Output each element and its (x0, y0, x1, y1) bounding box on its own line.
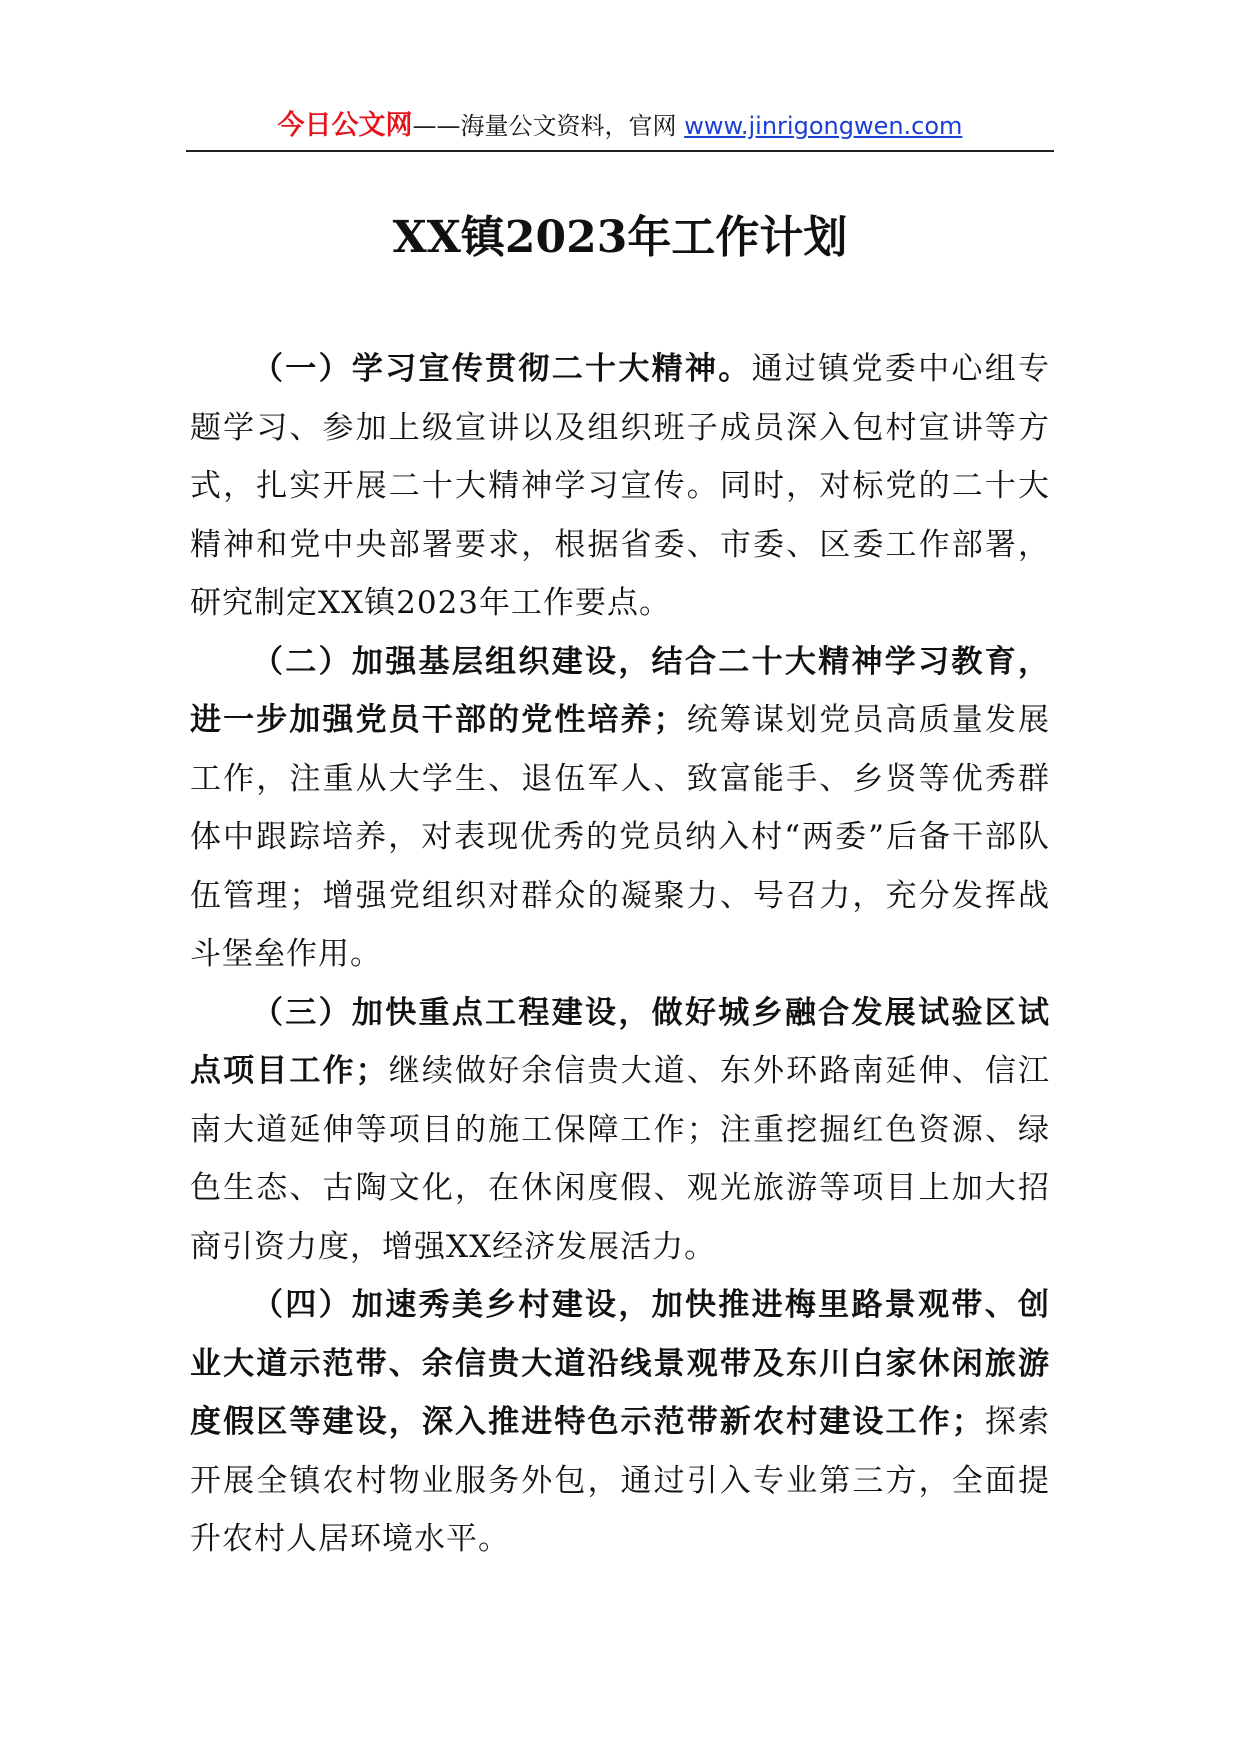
site-brand[interactable]: 今日公文网 (277, 110, 413, 141)
paragraph-1 (190, 340, 1050, 633)
site-url-link[interactable]: www.jinrigongwen.com (684, 112, 963, 140)
document-body (190, 340, 1050, 1569)
paragraph-3-lead: （三）加快重点工程建设，做好城乡融合发展试验区试点项目工作； (190, 994, 1050, 1089)
header-separator: —— (412, 112, 461, 140)
paragraph-2 (190, 633, 1050, 984)
site-header (186, 108, 1054, 152)
paragraph-3 (190, 984, 1050, 1277)
paragraph-1-body: 通过镇党委中心组专题学习、参加上级宣讲以及组织班子成员深入包村宣讲等方式，扎实开展二十大精神学习宣传。同时，对标党的二十大精神和党中央部署要求，根据省委、市委、区委工作部署，研究制定XX镇2023年工作要点。 (190, 351, 1051, 621)
paragraph-4-body: 探索开展全镇农村物业服务外包，通过引入专业第三方，全面提升农村人居环境水平。 (190, 1404, 1051, 1557)
paragraph-1-lead: （一）学习宣传贯彻二十大精神。 (252, 351, 752, 387)
paragraph-3-body: 继续做好余信贵大道、东外环路南延伸、信江南大道延伸等项目的施工保障工作；注重挖掘红色资源、绿色生态、古陶文化，在休闲度假、观光旅游等项目上加大招商引资力度，增强XX经济发展活力。 (190, 1053, 1051, 1265)
paragraph-2-body: 统筹谋划党员高质量发展工作，注重从大学生、退伍军人、致富能手、乡贤等优秀群体中跟踪培养，对表现优秀的党员纳入村“两委”后备干部队伍管理；增强党组织对群众的凝聚力、号召力，充分发挥战斗堡垒作用。 (190, 702, 1051, 972)
site-tagline: 海量公文资料，官网 (460, 112, 685, 140)
paragraph-4 (190, 1276, 1050, 1569)
paragraph-4-lead: （四）加速秀美乡村建设，加快推进梅里路景观带、创业大道示范带、余信贵大道沿线景观带及东川白家休闲旅游度假区等建设，深入推进特色示范带新农村建设工作； (190, 1287, 1050, 1440)
paragraph-2-lead: （二）加强基层组织建设，结合二十大精神学习教育，进一步加强党员干部的党性培养； (190, 643, 1050, 738)
document-title: XX镇2023年工作计划 (392, 212, 848, 263)
